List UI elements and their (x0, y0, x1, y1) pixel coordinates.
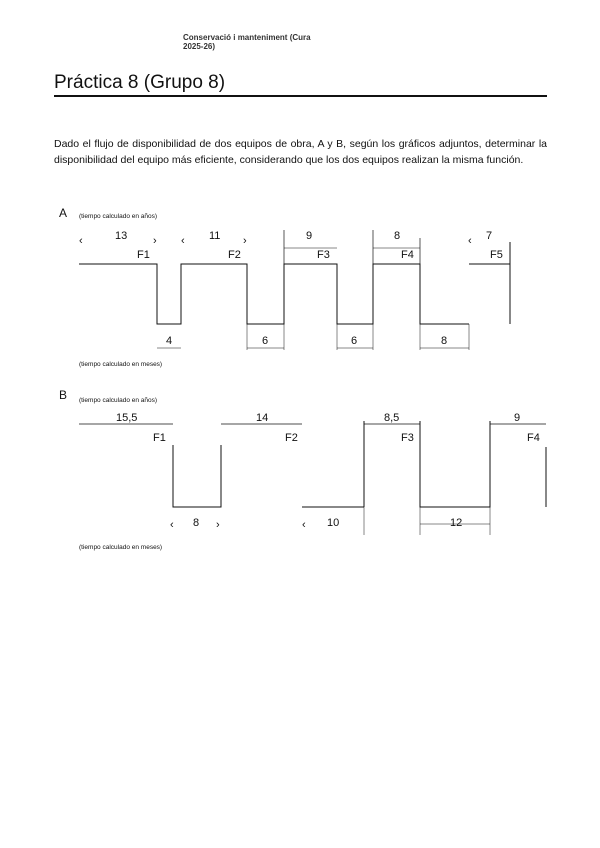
diagram-a-failure-label: F4 (401, 249, 414, 261)
diagram-a-failure-label: F5 (490, 249, 503, 261)
diagram-b-availability-line (173, 445, 221, 507)
diagram-b-up-value: 14 (256, 412, 269, 424)
diagram-a-up-value: 8 (394, 230, 401, 242)
diagram-b-failure-label: F1 (153, 432, 166, 444)
diagram-a-failure-label: F2 (228, 249, 241, 261)
diagram-a-failure-label: F3 (317, 249, 330, 261)
diagram-b-note-bottom: (tiempo calculado en meses) (79, 544, 163, 551)
diagram-a-down-value: 4 (166, 335, 173, 347)
diagram-a-failure-label: F1 (137, 249, 150, 261)
diagram-a-up-value: 13 (115, 230, 128, 242)
svg-text:‹: ‹ (181, 235, 185, 247)
diagram-a-up-value: 9 (306, 230, 313, 242)
diagram-a-down-value: 8 (441, 335, 448, 347)
svg-text:‹: ‹ (79, 235, 83, 247)
diagram-a-availability-line (79, 264, 469, 324)
svg-text:‹: ‹ (302, 519, 306, 531)
diagram-a-up-value: 7 (486, 230, 493, 242)
svg-text:›: › (153, 235, 157, 247)
availability-diagram-b (0, 385, 600, 555)
diagram-b-up-value: 15,5 (116, 412, 138, 424)
svg-text:›: › (216, 519, 220, 531)
svg-text:‹: ‹ (170, 519, 174, 531)
diagram-a-down-value: 6 (351, 335, 358, 347)
diagram-a-letter: A (59, 206, 68, 220)
diagram-b-down-value: 10 (327, 517, 340, 529)
diagram-a-down-value: 6 (262, 335, 269, 347)
diagram-a-note-bottom: (tiempo calculado en meses) (79, 361, 163, 368)
diagram-b-failure-label: F3 (401, 432, 414, 444)
diagram-b-down-value: 8 (193, 517, 200, 529)
svg-text:›: › (243, 235, 247, 247)
diagram-b-note-top: (tiempo calculado en años) (79, 397, 158, 404)
diagram-b-up-value: 8,5 (384, 412, 400, 424)
diagram-a-up-value: 11 (209, 230, 221, 242)
diagram-b-up-value: 9 (514, 412, 521, 424)
diagram-a-note-top: (tiempo calculado en años) (79, 213, 158, 220)
title-divider (54, 95, 547, 97)
diagram-b-down-value: 12 (450, 517, 463, 529)
availability-diagram-a (0, 200, 600, 375)
course-name-line1: Conservació i manteniment (Cura (183, 33, 311, 42)
svg-text:‹: ‹ (468, 235, 472, 247)
course-header (183, 33, 383, 51)
problem-statement: Dado el flujo de disponibilidad de dos equipos de obra, A y B, según los gráficos adjuntos, determinar la disponibilidad del equipo más eficiente, considerando que los dos equipos realizan la misma función. (54, 138, 547, 166)
diagram-b-failure-label: F4 (527, 432, 540, 444)
diagram-b-letter: B (59, 388, 68, 402)
diagram-b-failure-label: F2 (285, 432, 298, 444)
course-name-line2: 2025-26) (183, 42, 216, 51)
page-title: Práctica 8 (Grupo 8) (54, 72, 226, 93)
